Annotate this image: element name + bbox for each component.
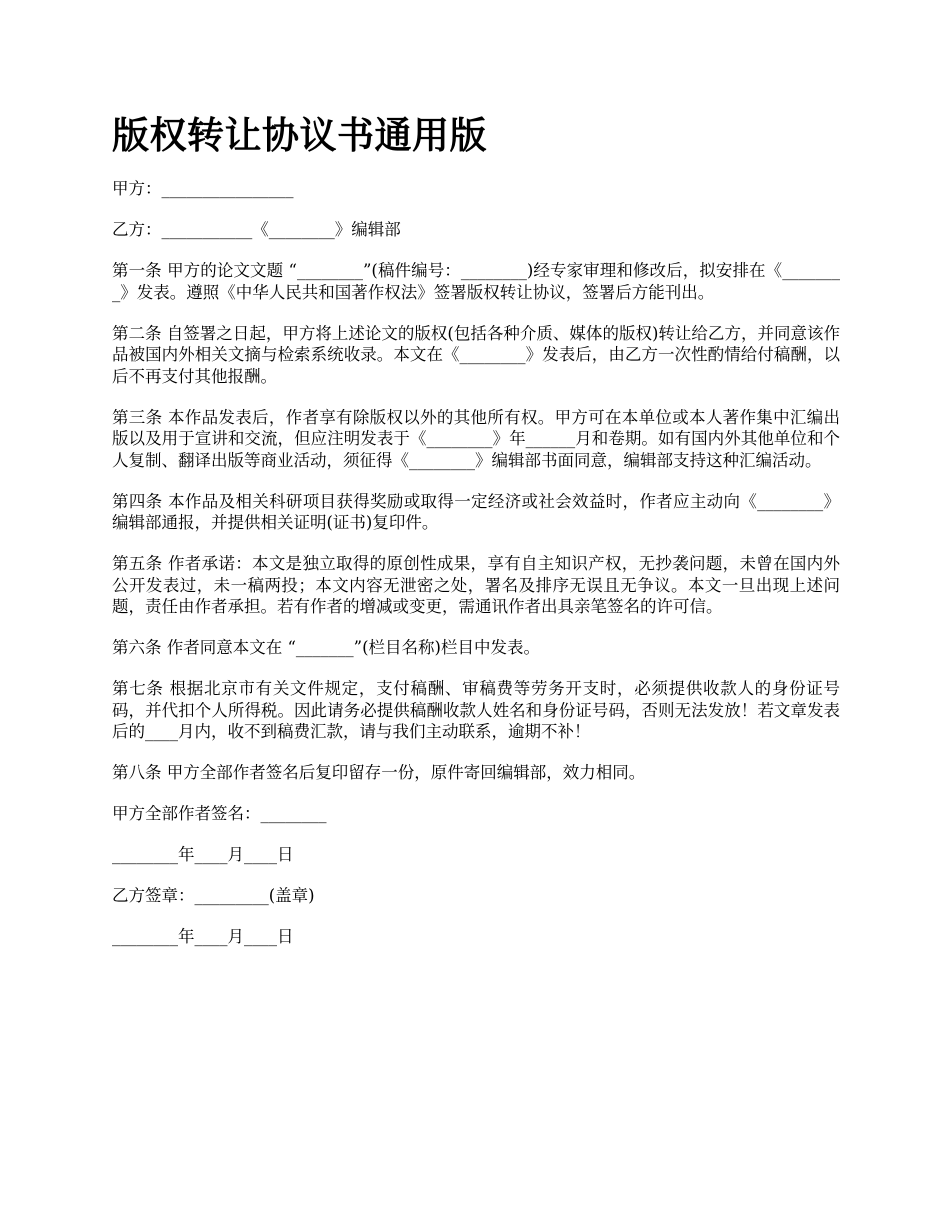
party-a-signature-line: 甲方全部作者签名：________ xyxy=(112,804,327,823)
article-5: 第五条 作者承诺：本文是独立取得的原创性成果，享有自主知识产权，无抄袭问题，未曾在国内外公开发表过，未一稿两投；本文内容无泄密之处，署名及排序无误且无争议。本文一旦出现上述问题，责任由作者承担。若有作者的增减或变更，需通讯作者出具亲笔签名的许可信。 xyxy=(112,554,840,616)
article-4: 第四条 本作品及相关科研项目获得奖励或取得一定经济或社会效益时，作者应主动向《________》编辑部通报，并提供相关证明(证书)复印件。 xyxy=(112,491,840,532)
document-page xyxy=(112,108,840,967)
article-2: 第二条 自签署之日起，甲方将上述论文的版权(包括各种介质、媒体的版权)转让给乙方，并同意该作品被国内外相关文摘与检索系统收录。本文在《________》发表后，由乙方一次性酌情给付稿酬，以后不再支付其他报酬。 xyxy=(112,323,840,386)
party-b-date-line: ________年____月____日 xyxy=(112,927,294,946)
article-3: 第三条 本作品发表后，作者享有除版权以外的其他所有权。甲方可在本单位或本人著作集中汇编出版以及用于宣讲和交流，但应注明发表于《________》年______月和卷期。如有国内外其他单位和个人复制、翻译出版等商业活动，须征得《________》编辑部书面同意，编辑部支持这种汇编活动。 xyxy=(112,407,840,470)
article-1: 第一条 甲方的论文文题 “________”(稿件编号：________)经专家审理和修改后，拟安排在《________》发表。遵照《中华人民共和国著作权法》签署版权转让协议，签署后方能刊出。 xyxy=(112,261,840,302)
article-6: 第六条 作者同意本文在 “_______”(栏目名称)栏目中发表。 xyxy=(112,638,540,657)
party-a-date-line: ________年____月____日 xyxy=(112,845,294,864)
party-a-line: 甲方：________________ xyxy=(112,179,294,198)
article-8: 第八条 甲方全部作者签名后复印留存一份，原件寄回编辑部，效力相同。 xyxy=(112,763,646,782)
document-title: 版权转让协议书通用版 xyxy=(112,114,487,157)
party-b-line: 乙方：___________《________》编辑部 xyxy=(112,220,401,239)
party-b-seal-line: 乙方签章：_________(盖章) xyxy=(112,886,315,905)
article-7: 第七条 根据北京市有关文件规定，支付稿酬、审稿费等劳务开支时，必须提供收款人的身份证号码，并代扣个人所得税。因此请务必提供稿酬收款人姓名和身份证号码，否则无法发放！若文章发表后的____月内，收不到稿费汇款，请与我们主动联系，逾期不补！ xyxy=(112,679,840,741)
